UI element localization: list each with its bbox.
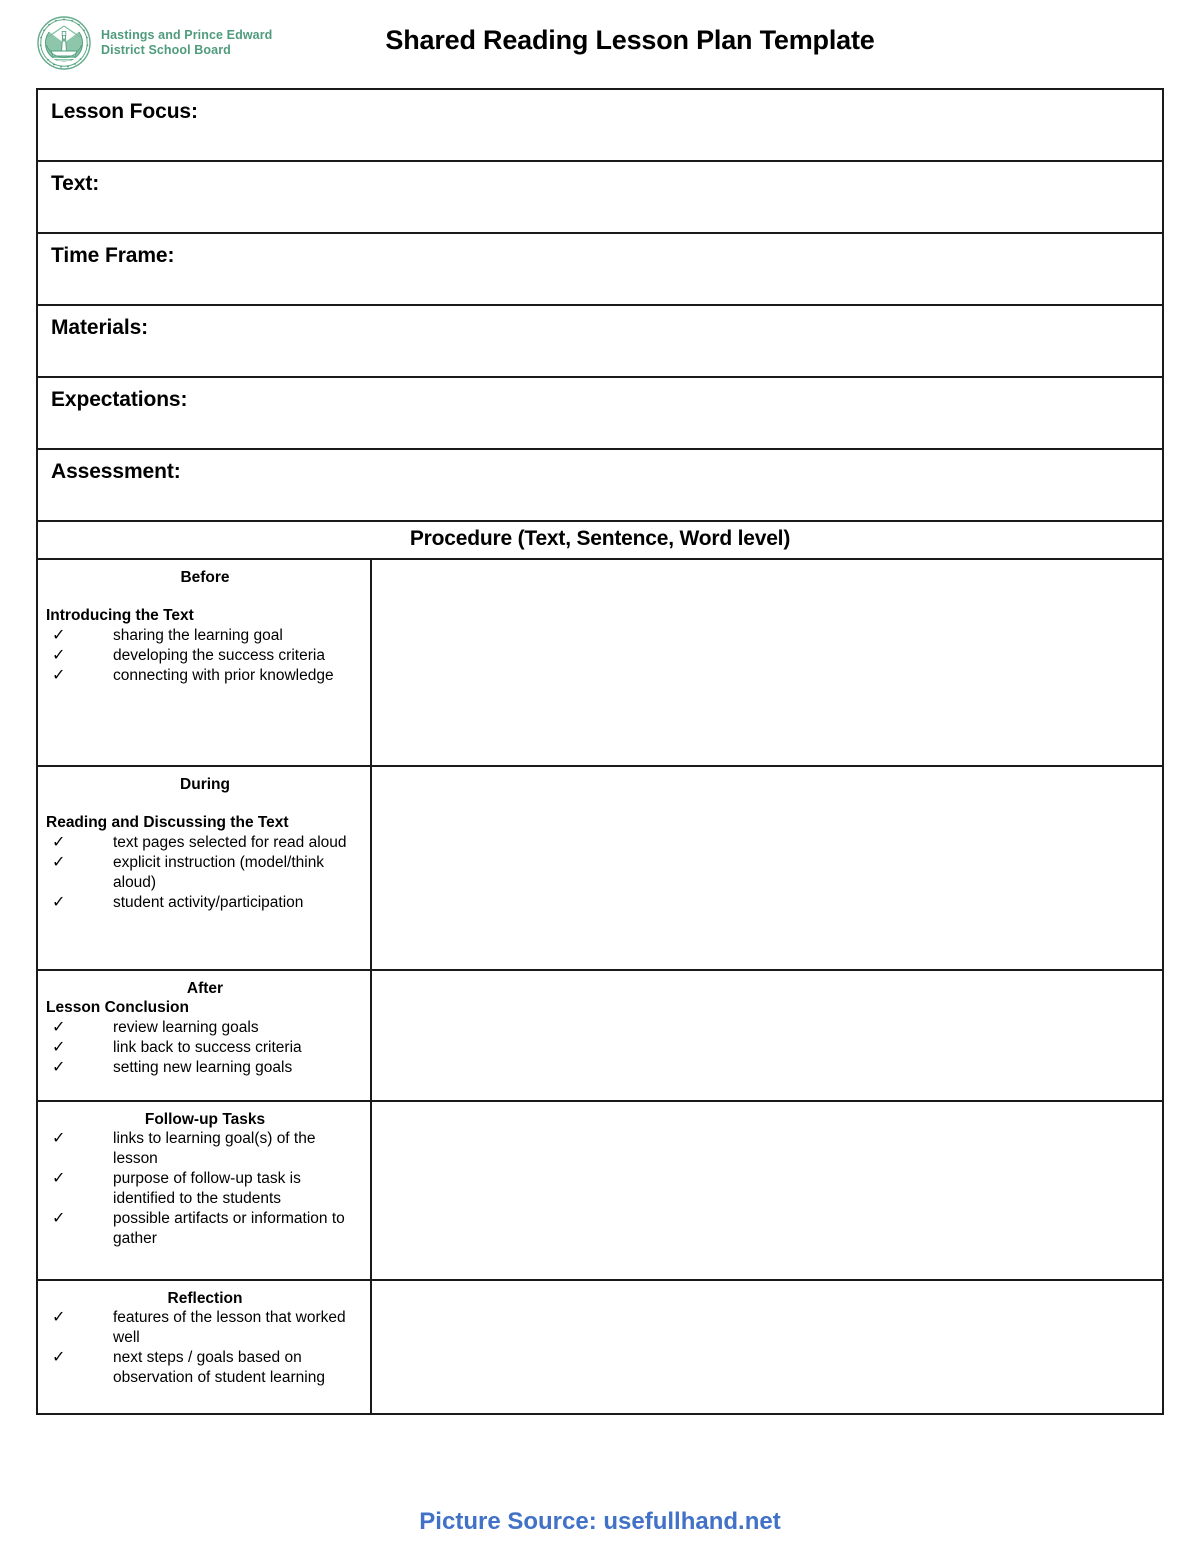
list-item	[46, 1348, 364, 1388]
field-label-assessment: Assessment:	[51, 460, 181, 483]
list-item	[46, 666, 364, 686]
list-item	[46, 1058, 364, 1078]
checklist-text: developing the success criteria	[113, 647, 325, 664]
checklist-text: setting new learning goals	[113, 1059, 293, 1076]
field-row-materials[interactable]	[38, 306, 1162, 378]
checklist-text: purpose of follow-up task is identified to the students	[113, 1170, 301, 1207]
checklist-text: connecting with prior knowledge	[113, 667, 334, 684]
check-icon: ✓	[52, 1130, 66, 1147]
picture-source-caption: Picture Source: usefullhand.net	[419, 1508, 781, 1535]
field-row-expectations[interactable]	[38, 378, 1162, 450]
check-icon: ✓	[52, 894, 66, 911]
procedure-notes-after[interactable]	[372, 971, 1162, 1100]
check-icon: ✓	[52, 1039, 66, 1056]
lesson-plan-table	[36, 88, 1164, 1415]
organization-name-line2: District School Board	[101, 43, 231, 57]
page-header	[0, 0, 1200, 88]
section-title-follow-up-tasks: Follow-up Tasks	[144, 1111, 266, 1128]
procedure-left-follow-up-tasks	[38, 1102, 372, 1279]
procedure-notes-follow-up-tasks[interactable]	[372, 1102, 1162, 1279]
section-title-before: Before	[180, 569, 230, 586]
field-label-lesson-focus: Lesson Focus:	[51, 100, 198, 123]
checklist-text: sharing the learning goal	[113, 627, 283, 644]
check-icon: ✓	[52, 1210, 66, 1227]
section-subtitle-before: Introducing the Text	[46, 607, 194, 624]
check-icon: ✓	[52, 834, 66, 851]
field-row-lesson-focus[interactable]	[38, 90, 1162, 162]
list-item	[46, 1308, 364, 1348]
checklist-text: next steps / goals based on observation of student learning	[113, 1349, 325, 1386]
section-title-after: After	[186, 980, 224, 997]
checklist-text: link back to success criteria	[113, 1039, 302, 1056]
field-label-expectations: Expectations:	[51, 388, 188, 411]
list-item	[46, 1169, 364, 1209]
check-icon: ✓	[52, 1349, 66, 1366]
checklist-text: review learning goals	[113, 1019, 259, 1036]
procedure-left-reflection	[38, 1281, 372, 1413]
checklist-text: features of the lesson that worked well	[113, 1309, 346, 1346]
procedure-left-during	[38, 767, 372, 969]
procedure-row-before	[38, 560, 1162, 767]
list-item	[46, 893, 364, 913]
section-title-reflection: Reflection	[167, 1290, 243, 1307]
list-item	[46, 1209, 364, 1249]
section-subtitle-during: Reading and Discussing the Text	[46, 814, 289, 831]
list-item	[46, 1038, 364, 1058]
section-title-during: During	[180, 776, 230, 793]
checklist-text: student activity/participation	[113, 894, 304, 911]
check-icon: ✓	[52, 1019, 66, 1036]
procedure-row-follow-up-tasks	[38, 1102, 1162, 1281]
procedure-notes-before[interactable]	[372, 560, 1162, 765]
checklist-after	[46, 1018, 364, 1078]
procedure-left-before	[38, 560, 372, 765]
list-item	[46, 1018, 364, 1038]
field-label-time-frame: Time Frame:	[51, 244, 175, 267]
procedure-row-during	[38, 767, 1162, 971]
procedure-heading: Procedure (Text, Sentence, Word level)	[38, 522, 1162, 560]
list-item	[46, 833, 364, 853]
checklist-text: possible artifacts or information to gather	[113, 1210, 345, 1247]
check-icon: ✓	[52, 627, 66, 644]
checklist-before	[46, 626, 364, 686]
procedure-row-after	[38, 971, 1162, 1102]
check-icon: ✓	[52, 1309, 66, 1326]
list-item	[46, 853, 364, 893]
section-subtitle-after: Lesson Conclusion	[46, 999, 189, 1016]
field-row-assessment[interactable]	[38, 450, 1162, 522]
list-item	[46, 626, 364, 646]
field-label-text: Text:	[51, 172, 100, 195]
organization-name-line1: Hastings and Prince Edward	[101, 28, 273, 42]
check-icon: ✓	[52, 854, 66, 871]
procedure-notes-during[interactable]	[372, 767, 1162, 969]
checklist-follow-up-tasks	[46, 1129, 364, 1249]
field-row-time-frame[interactable]	[38, 234, 1162, 306]
checklist-text: links to learning goal(s) of the lesson	[113, 1130, 316, 1167]
field-label-materials: Materials:	[51, 316, 149, 339]
procedure-row-reflection	[38, 1281, 1162, 1415]
check-icon: ✓	[52, 1170, 66, 1187]
checklist-text: text pages selected for read aloud	[113, 834, 347, 851]
checklist-text: explicit instruction (model/think aloud)	[113, 854, 325, 891]
procedure-notes-reflection[interactable]	[372, 1281, 1162, 1413]
field-row-text[interactable]	[38, 162, 1162, 234]
page-title: Shared Reading Lesson Plan Template	[385, 25, 875, 55]
checklist-during	[46, 833, 364, 913]
procedure-left-after	[38, 971, 372, 1100]
check-icon: ✓	[52, 667, 66, 684]
list-item	[46, 1129, 364, 1169]
checklist-reflection	[46, 1308, 364, 1388]
check-icon: ✓	[52, 1059, 66, 1076]
list-item	[46, 646, 364, 666]
check-icon: ✓	[52, 647, 66, 664]
